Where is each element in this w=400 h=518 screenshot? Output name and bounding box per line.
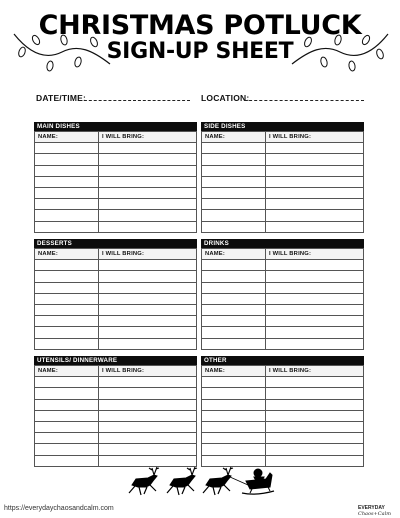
- name-cell[interactable]: [35, 187, 99, 198]
- name-cell[interactable]: [35, 399, 99, 410]
- section-title: DRINKS: [201, 239, 364, 248]
- bring-cell[interactable]: [99, 282, 197, 293]
- date-time-label: DATE/TIME:: [36, 93, 87, 103]
- section-title: UTENSILS/ DINNERWARE: [34, 356, 197, 365]
- table-row: [202, 444, 364, 455]
- table-row: [35, 304, 197, 315]
- table-row: [202, 221, 364, 232]
- bring-cell[interactable]: [266, 176, 364, 187]
- column-header-bring: I WILL BRING:: [266, 366, 364, 377]
- name-cell[interactable]: [202, 316, 266, 327]
- bring-cell[interactable]: [266, 165, 364, 176]
- table-header-row: [202, 132, 364, 143]
- section-utensils-dinnerware: [34, 356, 197, 467]
- name-cell[interactable]: [35, 444, 99, 455]
- column-header-bring: I WILL BRING:: [266, 249, 364, 260]
- bring-cell[interactable]: [99, 444, 197, 455]
- bring-cell[interactable]: [99, 388, 197, 399]
- section-main-dishes: [34, 122, 197, 233]
- bring-cell[interactable]: [266, 293, 364, 304]
- table-row: [35, 154, 197, 165]
- bring-cell[interactable]: [266, 316, 364, 327]
- name-cell[interactable]: [202, 410, 266, 421]
- section-drinks: [201, 239, 364, 350]
- table-row: [202, 410, 364, 421]
- page-subtitle: SIGN-UP SHEET: [106, 39, 294, 64]
- bring-cell[interactable]: [99, 377, 197, 388]
- bring-cell[interactable]: [99, 199, 197, 210]
- name-cell[interactable]: [202, 271, 266, 282]
- table-row: [35, 421, 197, 432]
- table-header-row: [202, 366, 364, 377]
- column-header-name: NAME:: [35, 249, 99, 260]
- bring-cell[interactable]: [266, 271, 364, 282]
- bring-cell[interactable]: [99, 304, 197, 315]
- bring-cell[interactable]: [266, 410, 364, 421]
- bring-cell[interactable]: [266, 199, 364, 210]
- footer-logo: [358, 505, 400, 517]
- table-row: [35, 210, 197, 221]
- name-cell[interactable]: [35, 455, 99, 466]
- bring-cell[interactable]: [266, 221, 364, 232]
- bring-cell[interactable]: [99, 210, 197, 221]
- table-row: [35, 282, 197, 293]
- page-title: CHRISTMAS POTLUCK: [38, 10, 362, 41]
- bring-cell[interactable]: [266, 327, 364, 338]
- name-cell[interactable]: [202, 199, 266, 210]
- table-row: [202, 199, 364, 210]
- column-header-name: NAME:: [35, 366, 99, 377]
- table-row: [35, 338, 197, 349]
- table-row: [35, 271, 197, 282]
- name-cell[interactable]: [202, 338, 266, 349]
- name-cell[interactable]: [202, 154, 266, 165]
- name-cell[interactable]: [35, 327, 99, 338]
- section-desserts: [34, 239, 197, 350]
- bring-cell[interactable]: [99, 293, 197, 304]
- bring-cell[interactable]: [99, 410, 197, 421]
- name-cell[interactable]: [202, 176, 266, 187]
- table-row: [202, 433, 364, 444]
- table-row: [202, 260, 364, 271]
- name-cell[interactable]: [202, 143, 266, 154]
- table-row: [202, 421, 364, 432]
- column-header-name: NAME:: [202, 366, 266, 377]
- bring-cell[interactable]: [266, 388, 364, 399]
- bring-cell[interactable]: [266, 399, 364, 410]
- table-row: [202, 399, 364, 410]
- bring-cell[interactable]: [266, 154, 364, 165]
- section-title: MAIN DISHES: [34, 122, 197, 131]
- name-cell[interactable]: [35, 221, 99, 232]
- table-row: [35, 377, 197, 388]
- column-header-name: NAME:: [35, 132, 99, 143]
- table-row: [35, 176, 197, 187]
- table-row: [202, 271, 364, 282]
- name-cell[interactable]: [202, 304, 266, 315]
- name-cell[interactable]: [35, 433, 99, 444]
- bring-cell[interactable]: [266, 338, 364, 349]
- table-row: [202, 304, 364, 315]
- bring-cell[interactable]: [99, 143, 197, 154]
- name-cell[interactable]: [202, 210, 266, 221]
- table-row: [202, 143, 364, 154]
- bring-cell[interactable]: [99, 176, 197, 187]
- location-label: LOCATION:: [201, 93, 250, 103]
- table-row: [35, 187, 197, 198]
- column-header-name: NAME:: [202, 249, 266, 260]
- bring-cell[interactable]: [99, 271, 197, 282]
- name-cell[interactable]: [35, 388, 99, 399]
- bring-cell[interactable]: [99, 316, 197, 327]
- table-header-row: [202, 249, 364, 260]
- column-header-bring: I WILL BRING:: [99, 132, 197, 143]
- name-cell[interactable]: [35, 338, 99, 349]
- column-header-bring: I WILL BRING:: [99, 249, 197, 260]
- table-header-row: [35, 132, 197, 143]
- name-cell[interactable]: [202, 421, 266, 432]
- bring-cell[interactable]: [99, 421, 197, 432]
- name-cell[interactable]: [35, 271, 99, 282]
- bring-cell[interactable]: [99, 399, 197, 410]
- table-row: [35, 199, 197, 210]
- table-header-row: [35, 249, 197, 260]
- table-row: [35, 316, 197, 327]
- name-cell[interactable]: [35, 260, 99, 271]
- name-cell[interactable]: [35, 421, 99, 432]
- name-cell[interactable]: [202, 221, 266, 232]
- table-row: [202, 282, 364, 293]
- table-row: [202, 293, 364, 304]
- bring-cell[interactable]: [99, 327, 197, 338]
- sign-up-table: [34, 365, 197, 467]
- name-cell[interactable]: [35, 199, 99, 210]
- sign-up-table: [34, 131, 197, 233]
- name-cell[interactable]: [35, 154, 99, 165]
- bring-cell[interactable]: [266, 455, 364, 466]
- table-row: [35, 388, 197, 399]
- table-row: [35, 165, 197, 176]
- table-row: [202, 388, 364, 399]
- name-cell[interactable]: [35, 377, 99, 388]
- name-cell[interactable]: [202, 187, 266, 198]
- name-cell[interactable]: [202, 433, 266, 444]
- table-row: [35, 433, 197, 444]
- bring-cell[interactable]: [99, 260, 197, 271]
- name-cell[interactable]: [202, 165, 266, 176]
- name-cell[interactable]: [35, 304, 99, 315]
- bring-cell[interactable]: [99, 187, 197, 198]
- table-row: [35, 143, 197, 154]
- bring-cell[interactable]: [266, 210, 364, 221]
- column-header-bring: I WILL BRING:: [266, 132, 364, 143]
- bring-cell[interactable]: [266, 260, 364, 271]
- name-cell[interactable]: [35, 316, 99, 327]
- name-cell[interactable]: [202, 388, 266, 399]
- name-cell[interactable]: [202, 444, 266, 455]
- table-row: [35, 327, 197, 338]
- name-cell[interactable]: [202, 293, 266, 304]
- name-cell[interactable]: [35, 210, 99, 221]
- table-row: [202, 165, 364, 176]
- name-cell[interactable]: [35, 176, 99, 187]
- sign-up-table: [201, 248, 364, 350]
- bring-cell[interactable]: [266, 304, 364, 315]
- name-cell[interactable]: [35, 165, 99, 176]
- sign-up-table: [201, 131, 364, 233]
- bring-cell[interactable]: [266, 444, 364, 455]
- date-time-field[interactable]: [79, 100, 190, 101]
- table-row: [202, 338, 364, 349]
- table-row: [202, 176, 364, 187]
- table-row: [202, 327, 364, 338]
- table-row: [35, 399, 197, 410]
- bring-cell[interactable]: [266, 143, 364, 154]
- name-cell[interactable]: [35, 143, 99, 154]
- bring-cell[interactable]: [266, 433, 364, 444]
- bring-cell[interactable]: [266, 282, 364, 293]
- table-row: [202, 187, 364, 198]
- table-header-row: [35, 366, 197, 377]
- table-row: [35, 260, 197, 271]
- section-title: SIDE DISHES: [201, 122, 364, 131]
- table-row: [35, 444, 197, 455]
- section-side-dishes: [201, 122, 364, 233]
- name-cell[interactable]: [202, 399, 266, 410]
- table-row: [35, 293, 197, 304]
- name-cell[interactable]: [202, 327, 266, 338]
- bring-cell[interactable]: [99, 338, 197, 349]
- bring-cell[interactable]: [99, 433, 197, 444]
- name-cell[interactable]: [35, 282, 99, 293]
- table-row: [202, 316, 364, 327]
- bring-cell[interactable]: [99, 154, 197, 165]
- name-cell[interactable]: [35, 410, 99, 421]
- bring-cell[interactable]: [99, 165, 197, 176]
- bring-cell[interactable]: [266, 421, 364, 432]
- table-row: [202, 210, 364, 221]
- name-cell[interactable]: [35, 293, 99, 304]
- sign-up-table: [34, 248, 197, 350]
- name-cell[interactable]: [202, 282, 266, 293]
- column-header-name: NAME:: [202, 132, 266, 143]
- location-field[interactable]: [244, 100, 364, 101]
- santa-sleigh-reindeer-icon: [126, 463, 276, 497]
- section-title: DESSERTS: [34, 239, 197, 248]
- sign-up-table: [201, 365, 364, 467]
- table-row: [35, 221, 197, 232]
- table-row: [35, 410, 197, 421]
- footer-logo-script: Chaos+Calm: [358, 511, 391, 517]
- table-row: [202, 154, 364, 165]
- section-other: [201, 356, 364, 467]
- table-row: [202, 377, 364, 388]
- name-cell[interactable]: [202, 377, 266, 388]
- section-title: OTHER: [201, 356, 364, 365]
- bring-cell[interactable]: [99, 221, 197, 232]
- bring-cell[interactable]: [266, 187, 364, 198]
- footer-url[interactable]: https://everydaychaosandcalm.com: [4, 505, 114, 512]
- footer-logo-word: EVERYDAY: [358, 505, 385, 511]
- column-header-bring: I WILL BRING:: [99, 366, 197, 377]
- bring-cell[interactable]: [266, 377, 364, 388]
- name-cell[interactable]: [202, 260, 266, 271]
